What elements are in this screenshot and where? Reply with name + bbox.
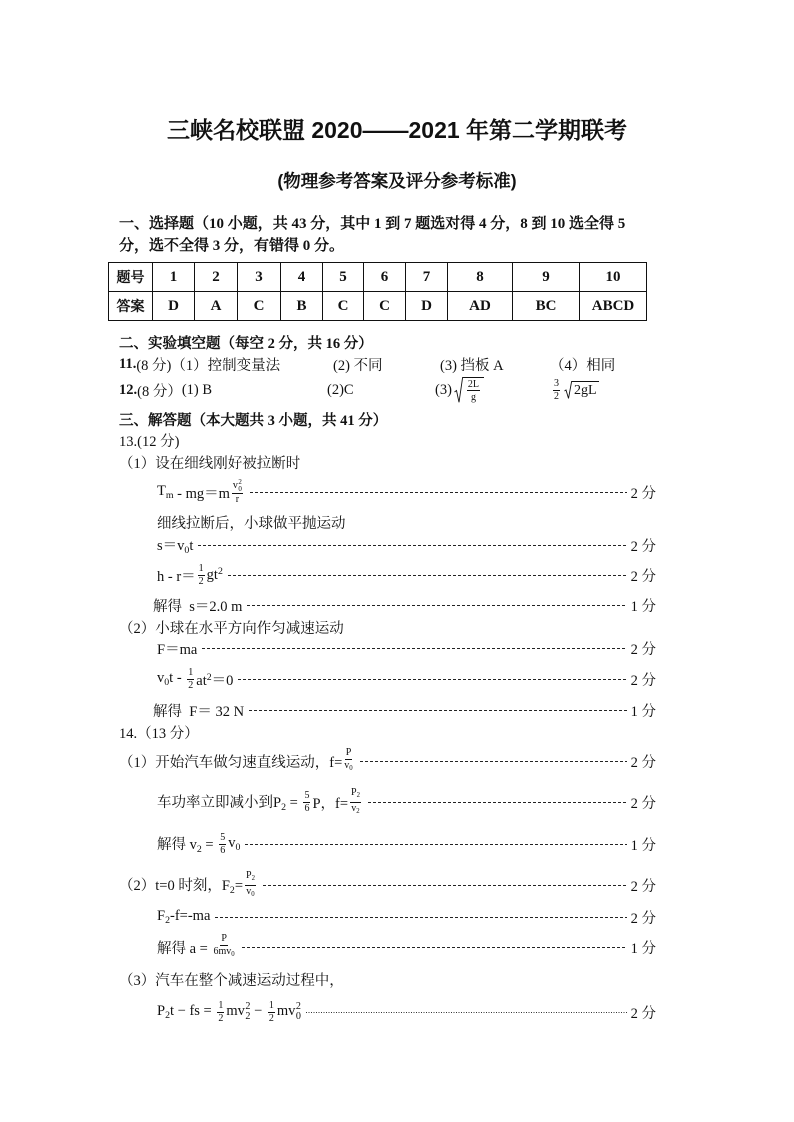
eq-text: v	[157, 670, 165, 687]
numerator: 5	[220, 832, 226, 843]
answer-cell: B	[281, 292, 323, 321]
fraction	[553, 378, 560, 402]
eq-text: v	[228, 835, 236, 852]
eq-text: F＝ma	[157, 641, 198, 658]
subscript: m	[165, 489, 174, 501]
q14-eq2-row	[157, 788, 656, 816]
q12-answer-4	[551, 376, 599, 404]
answer-cell: BC	[513, 292, 580, 321]
question-number-cell: 5	[323, 263, 364, 292]
leader-dots	[306, 1012, 627, 1013]
denominator: 2	[198, 576, 204, 587]
q13-part1: （1）设在细线刚好被拉断时	[119, 455, 301, 472]
subscript: 2	[251, 875, 255, 882]
answer-key-subtitle: (物理参考答案及评分参考标准)	[277, 171, 517, 191]
eq-text: −	[250, 1003, 266, 1020]
eq-text: s＝v	[157, 538, 185, 555]
eq-text: mv	[276, 1003, 296, 1020]
eq-term	[207, 566, 223, 584]
score: 2 分	[630, 795, 656, 812]
q14-eq6-row	[157, 933, 656, 961]
leader-dashes	[202, 648, 626, 649]
eq-text: =	[201, 837, 218, 854]
eq-term	[228, 835, 240, 853]
question-number-cell: 9	[513, 263, 580, 292]
eq-term	[277, 1002, 301, 1021]
fraction	[217, 1000, 224, 1024]
eq-text: - mg＝m	[173, 485, 230, 502]
q14-eq5-row	[157, 903, 656, 931]
leader-dashes	[228, 575, 627, 576]
sup-sub-stack	[296, 1002, 301, 1021]
score: 2 分	[630, 568, 656, 585]
question-number-label: 题号	[109, 263, 153, 292]
square-root	[454, 377, 484, 403]
eq-text: h - r＝	[157, 568, 196, 585]
numerator: 1	[218, 1000, 224, 1011]
eq-text: 6mv	[213, 946, 232, 958]
subscript: 0	[231, 951, 235, 959]
q12-answer-1: (1) B	[181, 381, 213, 398]
question-number-cell: 7	[406, 263, 448, 292]
score: 1 分	[630, 598, 656, 615]
answer-cell: ABCD	[580, 292, 647, 321]
subscript: 0	[184, 544, 190, 556]
leader-dashes	[250, 492, 627, 493]
q11-answer-1: （1）控制变量法	[171, 357, 281, 374]
radical-stroke	[454, 378, 463, 403]
q13-eq7-row	[153, 696, 656, 724]
q12-number: 12.	[119, 381, 138, 398]
leader-dashes	[368, 802, 627, 803]
eq-text: v	[232, 479, 238, 491]
eq-text: =	[286, 795, 302, 812]
subscript: 2	[196, 843, 202, 855]
eq-text: 解得 s＝2.0 m	[153, 598, 243, 615]
superscript: 2	[245, 1001, 251, 1013]
numerator: P	[221, 933, 227, 945]
eq-text: ＝0	[211, 672, 234, 689]
denominator: 2	[218, 1013, 224, 1024]
fraction	[219, 832, 226, 856]
q11-line	[119, 350, 280, 378]
eq-text: v	[246, 886, 252, 897]
denominator	[246, 886, 254, 901]
table-answer-row	[109, 292, 647, 321]
section1-heading-line1: 一、选择题（10 小题，共 43 分，其中 1 到 7 题选对得 4 分，8 到 10 选全得 5	[119, 215, 626, 232]
section2-heading: 二、实验填空题（每空 2 分，共 16 分）	[119, 335, 373, 352]
denominator: r	[235, 494, 240, 506]
fraction	[344, 747, 352, 774]
eq-text: P，f=	[312, 795, 349, 812]
score: 2 分	[630, 878, 656, 895]
radical-sign-icon	[564, 381, 572, 399]
numerator	[245, 870, 256, 886]
numerator: 1	[198, 563, 204, 574]
q11-number: 11.	[119, 355, 137, 372]
q12-answer-2: (2)C	[327, 381, 354, 398]
exam-title: 三峡名校联盟 2020——2021 年第二学期联考	[166, 117, 628, 143]
leader-dashes	[242, 947, 627, 948]
eq-text: F	[157, 908, 166, 925]
eq-text: （1）开始汽车做匀速直线运动，f=	[119, 754, 343, 771]
answer-cell: C	[323, 292, 364, 321]
eq-term	[196, 669, 233, 690]
section3-heading: 三、解答题（本大题共 3 小题，共 41 分）	[119, 412, 388, 429]
answer-cell: D	[153, 292, 195, 321]
subscript: 2	[281, 801, 286, 813]
q12-points: (8 分）	[137, 383, 182, 400]
eq-term	[119, 874, 243, 896]
score: 2 分	[630, 641, 656, 658]
superscript: 2	[217, 566, 223, 578]
leader-dashes	[249, 710, 627, 711]
subscript: 0	[238, 484, 242, 493]
eq-text: P	[246, 869, 252, 881]
eq-text: 车功率立即减小到P	[157, 795, 282, 812]
fraction	[187, 667, 194, 691]
answer-label: 答案	[109, 292, 153, 321]
subscript: 2	[165, 1009, 170, 1021]
answer-table	[108, 262, 647, 321]
subscript: 0	[235, 841, 241, 853]
denominator	[351, 803, 359, 818]
eq-term	[157, 1003, 215, 1021]
leader-dashes	[263, 885, 627, 886]
fraction	[467, 379, 480, 403]
q11-answer-4: （4）相同	[550, 357, 616, 374]
fraction	[268, 1000, 275, 1024]
superscript: 2	[206, 671, 212, 683]
q13-eq2-row	[157, 531, 656, 559]
radical-stroke	[565, 382, 573, 399]
fraction	[198, 563, 205, 587]
q13-eq5-row	[157, 634, 656, 662]
numerator: 3	[554, 378, 559, 389]
eq-term	[157, 483, 174, 501]
eq-text: 解得 a =	[157, 940, 212, 957]
fraction	[350, 787, 361, 817]
sup-sub-stack	[238, 479, 242, 492]
question-number-cell: 3	[238, 263, 281, 292]
q14-eq1-row	[119, 747, 656, 775]
numerator: 1	[268, 1000, 274, 1011]
score: 2 分	[630, 910, 656, 927]
q13-eq1-row	[157, 478, 656, 506]
eq-text: 解得 v	[157, 837, 197, 854]
leader-dashes	[198, 545, 626, 546]
eq-text: P	[157, 1003, 166, 1020]
radicand	[463, 377, 484, 403]
eq-text: P	[351, 786, 357, 798]
leader-dashes	[360, 761, 627, 762]
eq-text: =	[234, 878, 244, 895]
score: 1 分	[630, 837, 656, 854]
eq-text: at	[196, 672, 207, 689]
score: 2 分	[630, 672, 656, 689]
q14-eq3-row	[157, 830, 656, 858]
eq-term	[157, 908, 210, 926]
leader-dashes	[245, 844, 626, 845]
score: 2 分	[630, 1005, 656, 1022]
numerator: 2L	[467, 378, 480, 390]
q13-heading: 13.(12 分)	[119, 433, 180, 450]
eq-term	[157, 534, 193, 556]
q14-eq7-row	[157, 998, 656, 1026]
denominator: 2	[188, 680, 194, 691]
superscript: 2	[238, 477, 242, 486]
eq-text: 解得 F＝ 32 N	[153, 703, 245, 720]
q12-answer-3	[435, 376, 484, 404]
question-number-cell: 1	[153, 263, 195, 292]
q11-points: (8 分)	[136, 357, 172, 374]
q13-eq6-row	[157, 665, 656, 693]
fraction	[245, 870, 256, 900]
radicand: 2gL	[574, 382, 597, 398]
leader-dashes	[247, 605, 626, 606]
superscript: 2	[295, 1001, 301, 1013]
answer-cell: C	[364, 292, 406, 321]
eq-text: mv	[226, 1003, 245, 1020]
eq-term	[157, 833, 217, 855]
score: 2 分	[630, 485, 656, 502]
numerator	[232, 479, 243, 494]
subscript: 0	[295, 1011, 301, 1022]
denominator: 6	[220, 845, 226, 856]
denominator: 2	[554, 391, 559, 402]
denominator: 2	[268, 1013, 274, 1024]
answer-cell: AD	[448, 292, 513, 321]
q14-heading: 14.（13 分）	[119, 725, 199, 742]
eq-text: v	[344, 760, 350, 772]
fraction	[232, 479, 243, 505]
leader-dashes	[238, 679, 626, 680]
answer-cell: D	[406, 292, 448, 321]
subscript: 0	[164, 676, 170, 688]
q12-line	[119, 376, 212, 404]
question-number-cell: 10	[580, 263, 647, 292]
q13-eq3-row	[157, 561, 656, 589]
leader-dashes	[215, 917, 626, 918]
answer-cell: A	[195, 292, 238, 321]
fraction	[303, 790, 310, 814]
subscript: 2	[165, 914, 170, 926]
eq-text: gt	[206, 566, 218, 583]
subscript: 2	[356, 792, 360, 799]
numerator: 1	[188, 667, 194, 678]
fraction	[214, 933, 235, 960]
q13-note1: 细线拉断后，小球做平抛运动	[157, 515, 346, 532]
table-header-row	[109, 263, 647, 292]
numerator	[350, 787, 361, 803]
radical-sign-icon	[454, 377, 463, 403]
denominator	[344, 760, 352, 775]
q11-answer-3: (3) 挡板 A	[440, 357, 504, 374]
eq-text: t − fs =	[170, 1003, 216, 1020]
subscript: 2	[229, 884, 235, 896]
score: 2 分	[630, 754, 656, 771]
q14-part3: （3）汽车在整个减速运动过程中，	[119, 972, 344, 989]
eq-term	[226, 1002, 266, 1021]
eq-term	[157, 670, 185, 688]
eq-text: -f=-ma	[170, 908, 211, 925]
eq-text: （2）t=0 时刻，F	[119, 878, 230, 895]
subscript: 0	[349, 765, 353, 773]
q12-answer-3-label: (3)	[435, 381, 452, 398]
eq-text: v	[351, 803, 357, 814]
q14-eq4-row	[119, 871, 656, 899]
subscript: 2	[356, 808, 360, 816]
denominator: g	[470, 391, 476, 403]
square-root	[564, 381, 599, 399]
eq-text: T	[157, 483, 166, 500]
section1-heading-line2: 分，选不全得 3 分，有错得 0 分。	[119, 237, 345, 254]
eq-term	[157, 791, 301, 813]
eq-text: t	[189, 538, 194, 555]
eq-text: t -	[169, 670, 186, 687]
answer-cell: C	[238, 292, 281, 321]
score: 2 分	[630, 538, 656, 555]
denominator: 6	[304, 803, 310, 814]
question-number-cell: 2	[195, 263, 238, 292]
subscript: 2	[245, 1011, 251, 1022]
question-number-cell: 4	[281, 263, 323, 292]
denominator	[214, 946, 235, 961]
q13-part2: （2）小球在水平方向作匀减速运动	[119, 620, 344, 637]
score: 1 分	[630, 703, 656, 720]
question-number-cell: 8	[448, 263, 513, 292]
question-number-cell: 6	[364, 263, 406, 292]
numerator: P	[345, 747, 352, 759]
numerator: 5	[304, 790, 310, 801]
q11-answer-2: (2) 不同	[333, 357, 383, 374]
score: 1 分	[630, 940, 656, 957]
subscript: 0	[251, 891, 255, 899]
